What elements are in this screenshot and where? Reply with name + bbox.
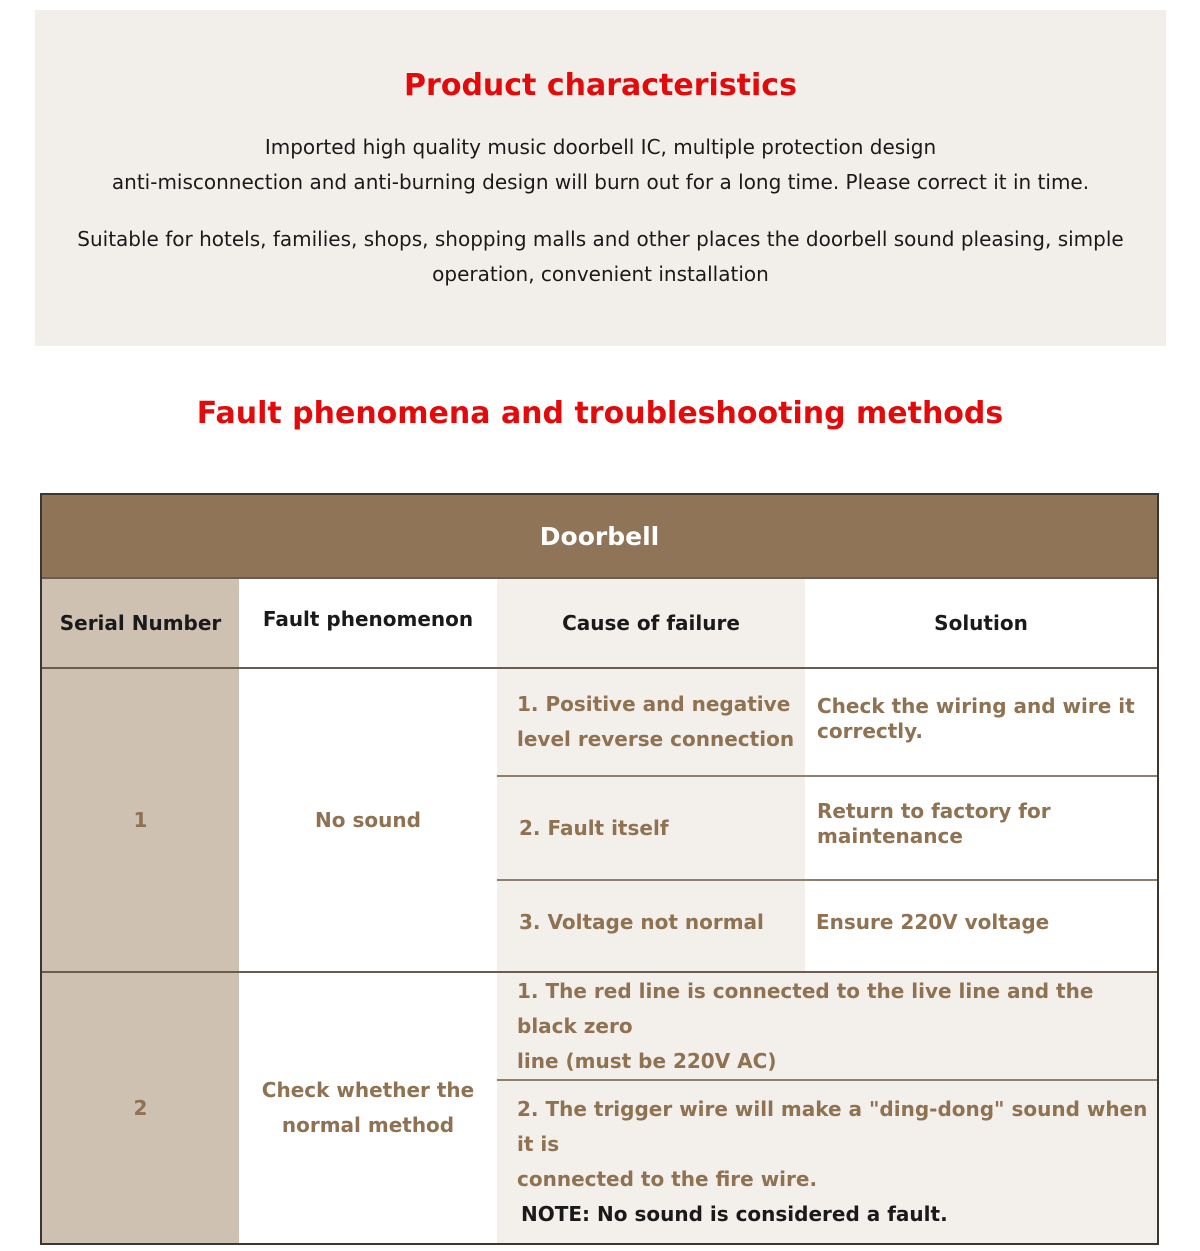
row-2-phenomenon [239, 973, 497, 1243]
row-1-solution-1 [805, 669, 1157, 775]
method-line: 1. The red line is connected to the live line and the black zero [517, 978, 1094, 1038]
solution-line: Return to factory for [817, 799, 1051, 823]
characteristics-paragraph-1 [75, 130, 1126, 200]
header-serial-number: Serial Number [42, 579, 239, 667]
row-1-cause-2: 2. Fault itself [497, 777, 805, 879]
solution-line: Check the wiring and wire it [817, 694, 1135, 718]
solution-line: maintenance [817, 824, 963, 848]
header-cause-of-failure: Cause of failure [497, 579, 805, 667]
row-1-phenomenon: No sound [239, 669, 497, 971]
row-1-cause-3: 3. Voltage not normal [497, 881, 805, 971]
product-characteristics-title: Product characteristics [404, 68, 797, 103]
troubleshooting-table [40, 493, 1159, 1245]
cause-line: level reverse connection [517, 727, 795, 751]
characteristics-line: operation, convenient installation [432, 262, 769, 286]
row-2-method-1 [497, 973, 1157, 1079]
characteristics-line: Imported high quality music doorbell IC, multiple protection design [264, 135, 937, 159]
table-caption: Doorbell [42, 495, 1157, 577]
fault-section-title: Fault phenomena and troubleshooting methods [196, 396, 1004, 431]
row-2-serial: 2 [42, 973, 239, 1243]
row-2-method-2 [497, 1081, 1157, 1243]
solution-line: correctly. [817, 719, 923, 743]
characteristics-line: Suitable for hotels, families, shops, shopping malls and other places the doorbell sound pleasing, simple [77, 227, 1124, 251]
phenomenon-line: Check whether the [261, 1078, 475, 1102]
method-line: 2. The trigger wire will make a "ding-dong" sound when it is [517, 1097, 1148, 1156]
fault-note: NOTE: No sound is considered a fault. [521, 1202, 948, 1226]
cause-line: 1. Positive and negative [517, 692, 791, 716]
method-line: connected to the fire wire. [517, 1167, 818, 1191]
characteristics-paragraph-2 [75, 222, 1126, 292]
row-1-solution-2 [805, 777, 1157, 879]
header-solution: Solution [805, 579, 1157, 667]
method-line: line (must be 220V AC) [517, 1048, 777, 1073]
phenomenon-line: normal method [281, 1113, 455, 1137]
row-1-serial: 1 [42, 669, 239, 971]
characteristics-line: anti-misconnection and anti-burning design will burn out for a long time. Please correct it in time. [111, 170, 1090, 194]
row-1-cause-1 [497, 669, 805, 775]
row-1-solution-3: Ensure 220V voltage [805, 881, 1157, 971]
header-fault-phenomenon: Fault phenomenon [239, 579, 497, 667]
product-characteristics-panel [35, 10, 1166, 346]
